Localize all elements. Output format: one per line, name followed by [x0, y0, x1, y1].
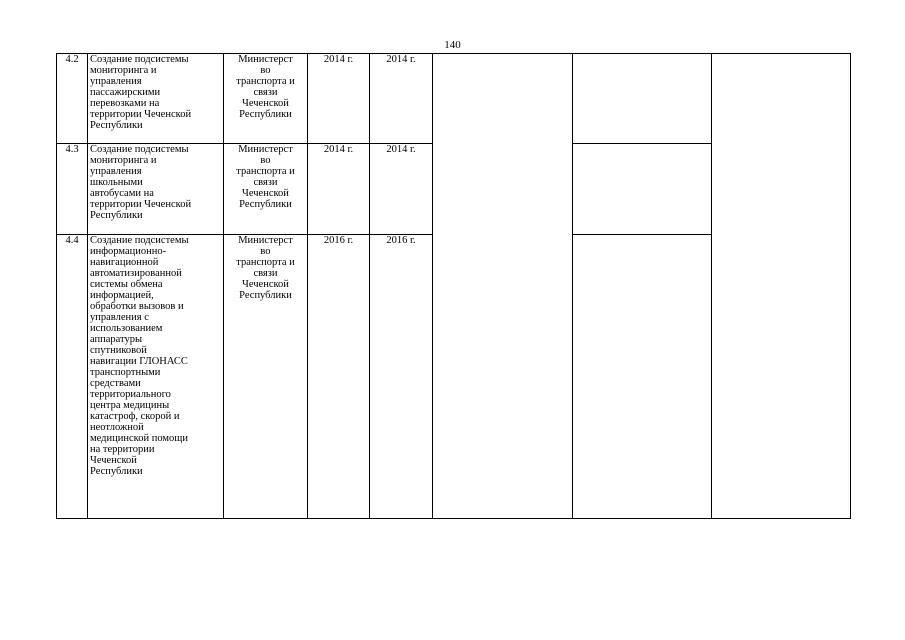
executor: Министерст во транспорта и связи Чеченской Республики	[224, 235, 308, 519]
measures-table	[56, 53, 851, 519]
empty-cell-merged	[433, 54, 573, 519]
empty-cell-merged	[712, 54, 851, 519]
table-row	[57, 54, 851, 144]
end-year: 2016 г.	[370, 235, 433, 519]
start-year: 2014 г.	[308, 144, 370, 235]
end-year: 2014 г.	[370, 54, 433, 144]
measure-name: Создание подсистемы мониторинга и управления пассажирскими перевозками на территории Чеченской Республики	[88, 54, 224, 144]
empty-cell	[573, 235, 712, 519]
start-year: 2016 г.	[308, 235, 370, 519]
measure-name: Создание подсистемы мониторинга и управления школьными автобусами на территории Чеченской Республики	[88, 144, 224, 235]
start-year: 2014 г.	[308, 54, 370, 144]
empty-cell	[573, 54, 712, 144]
row-number: 4.3	[57, 144, 88, 235]
end-year: 2014 г.	[370, 144, 433, 235]
executor: Министерст во транспорта и связи Чеченской Республики	[224, 144, 308, 235]
row-number: 4.4	[57, 235, 88, 519]
executor: Министерст во транспорта и связи Чеченской Республики	[224, 54, 308, 144]
measure-name: Создание подсистемы информационно- навигационной автоматизированной системы обмена информацией, обработки вызовов и управления с использованием аппаратуры спутниковой навигации ГЛОНАСС транспортными средствами территориального центра медицины катастроф, скорой и неотложной медицинской помощи на территории Чеченской Республики	[88, 235, 224, 519]
row-number: 4.2	[57, 54, 88, 144]
page-number: 140	[444, 39, 461, 51]
empty-cell	[573, 144, 712, 235]
